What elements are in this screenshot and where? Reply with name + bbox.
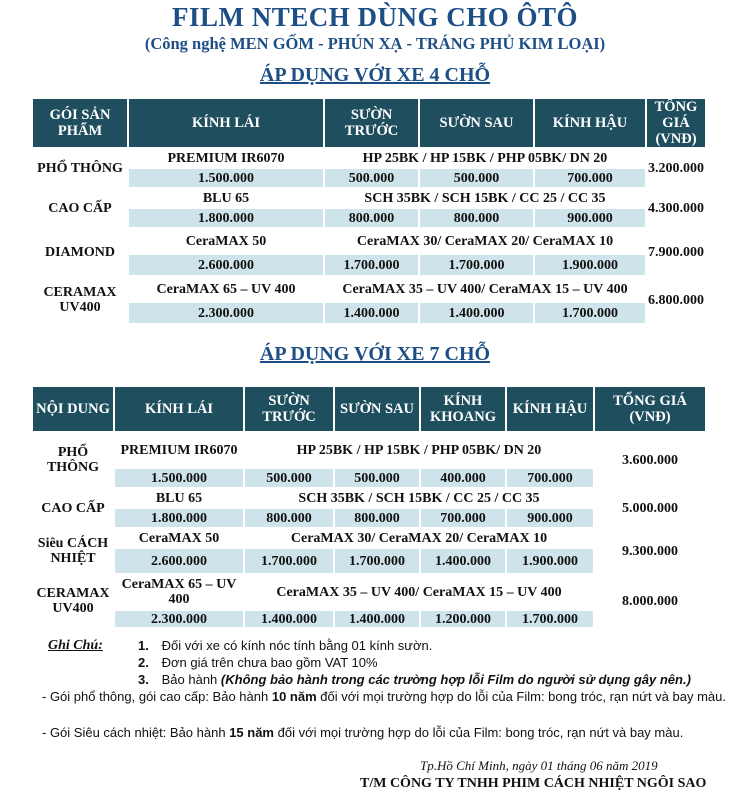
page-title: FILM NTECH DÙNG CHO ÔTÔ [171, 2, 579, 32]
rear-window-price: 1.900.000 [534, 254, 646, 276]
header-rear-window: KÍNH HẬU [534, 98, 646, 148]
company-signature: T/M CÔNG TY TNHH PHIM CÁCH NHIỆT NGÔI SAO [360, 776, 707, 791]
header-windshield: KÍNH LÁI [114, 386, 244, 432]
side-film: SCH 35BK / SCH 15BK / CC 25 / CC 35 [244, 488, 594, 508]
side-film: HP 25BK / HP 15BK / PHP 05BK/ DN 20 [244, 432, 594, 468]
total-price: 8.000.000 [594, 574, 706, 628]
document-date: Tp.Hồ Chí Minh, ngày 01 tháng 06 năm 2019 [420, 758, 658, 773]
warranty-premium-years: 15 năm [229, 725, 274, 740]
rear-window-price: 900.000 [534, 208, 646, 228]
warranty-standard-post: đối với mọi trường hợp do lỗi của Film: bong tróc, rạn nứt và bay màu. [316, 689, 726, 704]
header-total: TỔNG GIÁ (VNĐ) [594, 386, 706, 432]
side-film: HP 25BK / HP 15BK / PHP 05BK/ DN 20 [324, 148, 646, 168]
note-item [138, 655, 378, 671]
note-item [138, 672, 691, 688]
section-heading-4-seat: ÁP DỤNG VỚI XE 4 CHỖ [259, 64, 491, 86]
front-side-price: 800.000 [244, 508, 334, 528]
header-windshield: KÍNH LÁI [128, 98, 324, 148]
windshield-film: CeraMAX 50 [114, 528, 244, 548]
total-price: 3.200.000 [646, 148, 706, 188]
rear-window-price: 1.700.000 [506, 610, 594, 628]
total-price: 9.300.000 [594, 528, 706, 574]
package-name: Siêu CÁCH NHIỆT [32, 528, 114, 574]
package-name: CERAMAX UV400 [32, 574, 114, 628]
cabin-window-price: 700.000 [420, 508, 506, 528]
package-name: CAO CẤP [32, 188, 128, 228]
page-subtitle: (Công nghệ MEN GỐM - PHÚN XẠ - TRÁNG PHỦ KIM LOẠI) [144, 34, 606, 53]
windshield-price: 1.800.000 [128, 208, 324, 228]
note-text: Đối với xe có kính nóc tính bằng 01 kính sườn. [161, 638, 433, 653]
rear-side-price: 500.000 [419, 168, 534, 188]
total-price: 3.600.000 [594, 432, 706, 488]
rear-side-price: 800.000 [334, 508, 420, 528]
side-film: CeraMAX 35 – UV 400/ CeraMAX 15 – UV 400 [244, 574, 594, 610]
package-name: PHỔ THÔNG [32, 432, 114, 488]
header-cabin-window: KÍNH KHOANG [420, 386, 506, 432]
front-side-price: 1.400.000 [324, 302, 419, 324]
section-heading-7-seat: ÁP DỤNG VỚI XE 7 CHỖ [259, 343, 491, 365]
header-total: TỔNG GIÁ (VNĐ) [646, 98, 706, 148]
front-side-price: 1.400.000 [244, 610, 334, 628]
note-text: Bảo hành [161, 672, 218, 687]
front-side-price: 800.000 [324, 208, 419, 228]
warranty-standard-pre: - Gói phổ thông, gói cao cấp: Bảo hành [42, 689, 272, 704]
front-side-price: 1.700.000 [324, 254, 419, 276]
windshield-price: 2.300.000 [114, 610, 244, 628]
package-name: CAO CẤP [32, 488, 114, 528]
warranty-standard-years: 10 năm [271, 689, 317, 704]
note-text: Đơn giá trên chưa bao gồm VAT 10% [161, 655, 378, 670]
warranty-premium-pre: - Gói Siêu cách nhiệt: Bảo hành [42, 725, 230, 740]
front-side-price: 500.000 [244, 468, 334, 488]
rear-window-price: 1.900.000 [506, 548, 594, 574]
header-rear-side: SƯỜN SAU [419, 98, 534, 148]
package-name: CERAMAX UV400 [32, 276, 128, 324]
total-price: 4.300.000 [646, 188, 706, 228]
windshield-price: 2.600.000 [114, 548, 244, 574]
windshield-price: 1.800.000 [114, 508, 244, 528]
front-side-price: 500.000 [324, 168, 419, 188]
rear-side-price: 1.400.000 [334, 610, 420, 628]
windshield-film: PREMIUM IR6070 [114, 432, 244, 468]
rear-window-price: 1.700.000 [534, 302, 646, 324]
note-number: 2. [138, 655, 149, 670]
windshield-film: CeraMAX 65 – UV 400 [128, 276, 324, 302]
total-price: 7.900.000 [646, 228, 706, 276]
rear-window-price: 700.000 [506, 468, 594, 488]
notes-label: Ghi Chú: [48, 638, 103, 653]
rear-window-price: 900.000 [506, 508, 594, 528]
rear-side-price: 500.000 [334, 468, 420, 488]
warranty-standard [42, 688, 732, 706]
rear-side-price: 1.400.000 [419, 302, 534, 324]
windshield-film: BLU 65 [128, 188, 324, 208]
windshield-film: BLU 65 [114, 488, 244, 508]
warranty-premium-post: đối với mọi trường hợp do lỗi của Film: bong tróc, rạn nứt và bay màu. [274, 725, 684, 740]
note-number: 1. [138, 638, 149, 653]
note-number: 3. [138, 672, 149, 687]
note-emphasis: (Không bảo hành trong các trường hợp lỗi Film do người sử dụng gây nên.) [220, 672, 691, 687]
total-price: 6.800.000 [646, 276, 706, 324]
header-rear-window: KÍNH HẬU [506, 386, 594, 432]
rear-side-price: 1.700.000 [419, 254, 534, 276]
windshield-film: CeraMAX 50 [128, 228, 324, 254]
side-film: SCH 35BK / SCH 15BK / CC 25 / CC 35 [324, 188, 646, 208]
package-name: PHỔ THÔNG [32, 148, 128, 188]
windshield-film: CeraMAX 65 – UV 400 [114, 574, 244, 610]
cabin-window-price: 1.200.000 [420, 610, 506, 628]
rear-side-price: 800.000 [419, 208, 534, 228]
note-item [138, 638, 432, 654]
windshield-film: PREMIUM IR6070 [128, 148, 324, 168]
warranty-premium [42, 724, 732, 742]
price-table-4-seat [31, 97, 707, 325]
header-rear-side: SƯỜN SAU [334, 386, 420, 432]
header-front-side: SƯỜN TRƯỚC [244, 386, 334, 432]
windshield-price: 2.600.000 [128, 254, 324, 276]
header-content: NỘI DUNG [32, 386, 114, 432]
windshield-price: 1.500.000 [128, 168, 324, 188]
rear-side-price: 1.700.000 [334, 548, 420, 574]
package-name: DIAMOND [32, 228, 128, 276]
windshield-price: 1.500.000 [114, 468, 244, 488]
side-film: CeraMAX 35 – UV 400/ CeraMAX 15 – UV 400 [324, 276, 646, 302]
header-front-side: SƯỜN TRƯỚC [324, 98, 419, 148]
front-side-price: 1.700.000 [244, 548, 334, 574]
windshield-price: 2.300.000 [128, 302, 324, 324]
cabin-window-price: 400.000 [420, 468, 506, 488]
header-package: GÓI SẢN PHẨM [32, 98, 128, 148]
cabin-window-price: 1.400.000 [420, 548, 506, 574]
total-price: 5.000.000 [594, 488, 706, 528]
rear-window-price: 700.000 [534, 168, 646, 188]
side-film: CeraMAX 30/ CeraMAX 20/ CeraMAX 10 [244, 528, 594, 548]
price-table-7-seat [31, 385, 707, 629]
side-film: CeraMAX 30/ CeraMAX 20/ CeraMAX 10 [324, 228, 646, 254]
